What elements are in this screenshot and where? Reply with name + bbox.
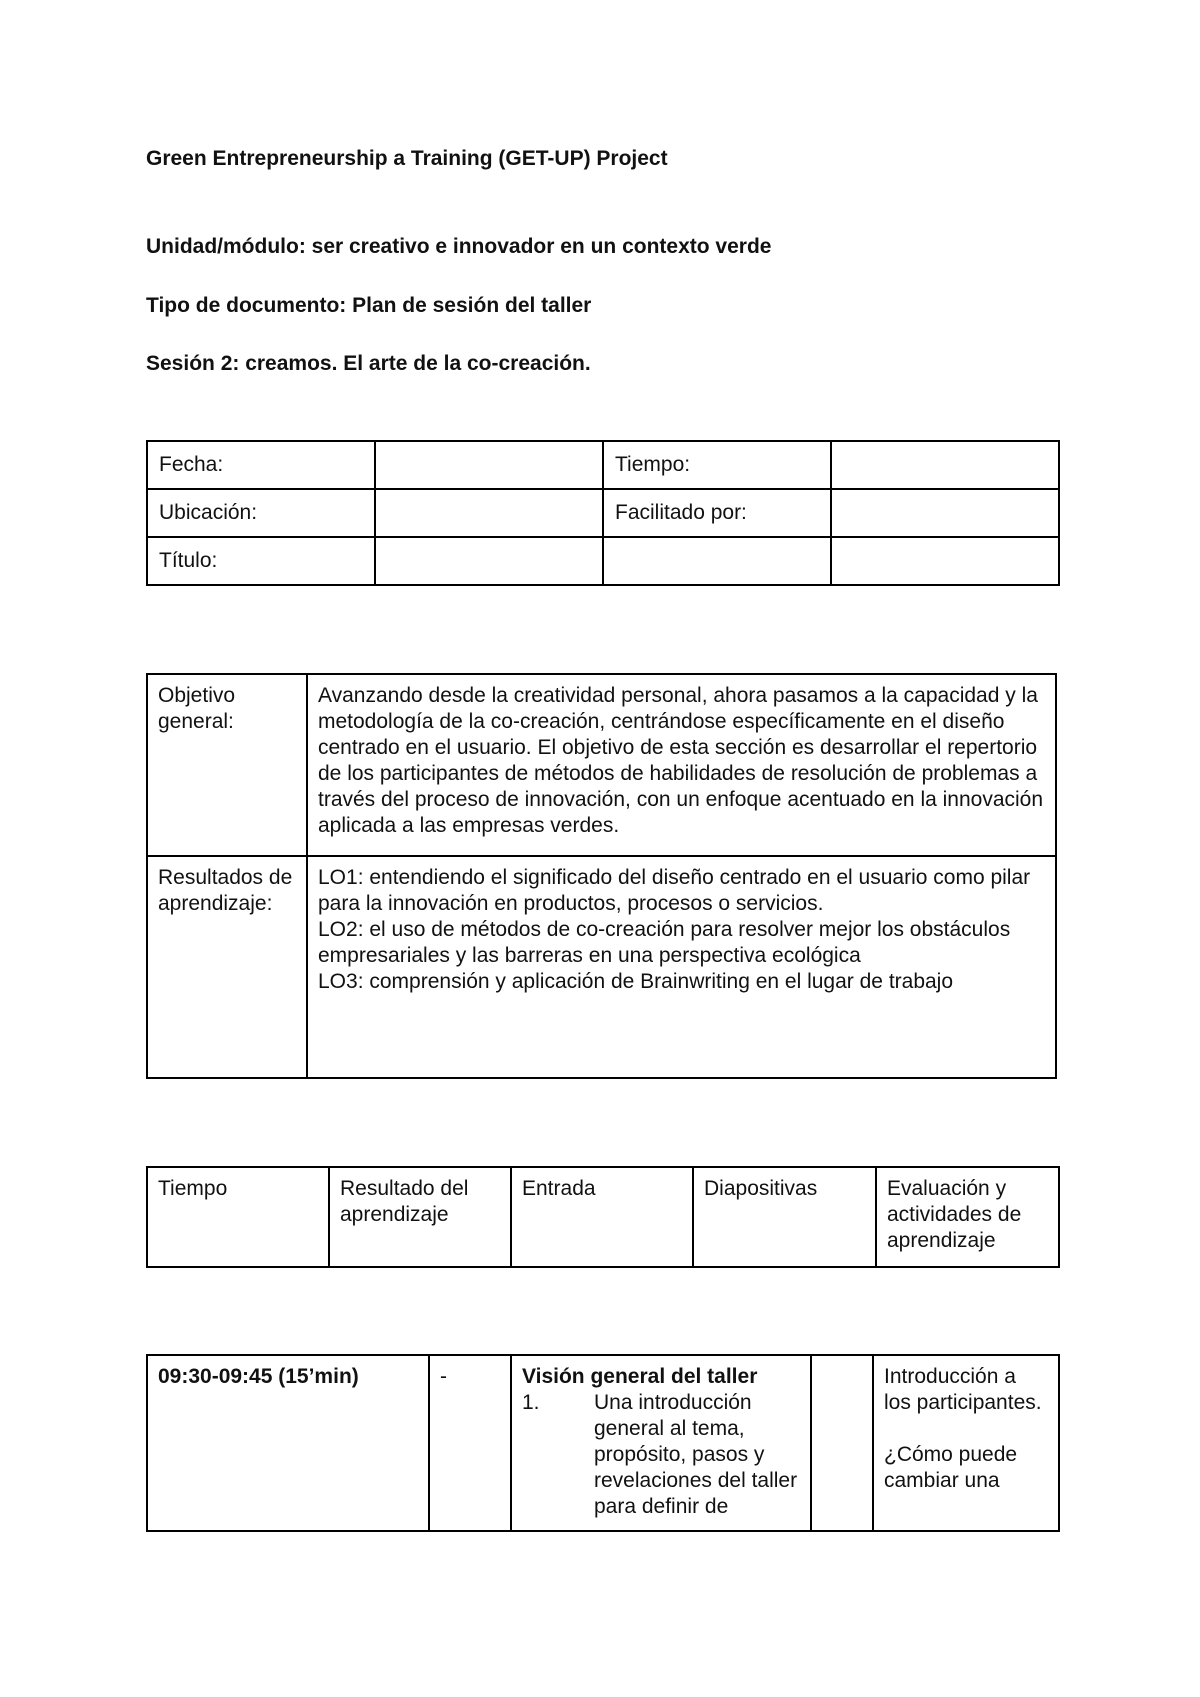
row-entrada xyxy=(511,1355,811,1531)
workshop-overview-title: Visión general del taller xyxy=(522,1365,758,1388)
step-text: Una introducción general al tema, propósito, pasos y revelaciones del taller para definir de xyxy=(594,1391,798,1518)
learning-results-label: Resultados de aprendizaje: xyxy=(147,856,307,1078)
general-objective-text: Avanzando desde la creatividad personal, ahora pasamos a la capacidad y la metodología de la co-creación, centrándose específicamente en el diseño centrado en el usuario. El objetivo de esta sección es desarrollar el repertorio de los participantes de métodos de habilidades de resolución de problemas a través del proceso de innovación, con un enfoque acentuado en la innovación aplicada a las empresas verdes. xyxy=(307,674,1056,856)
schedule-table xyxy=(146,1354,1060,1532)
schedule-header-table xyxy=(146,1166,1060,1268)
general-objective-label: Objetivo general: xyxy=(147,674,307,856)
learning-results-cell xyxy=(307,856,1056,1078)
facilitado-label: Facilitado por: xyxy=(603,489,831,537)
evaluation-text-1: Introducción a los participantes. xyxy=(884,1365,1042,1414)
session-info-table xyxy=(146,440,1060,586)
col-entrada: Entrada xyxy=(511,1167,693,1267)
col-evaluacion: Evaluación y actividades de aprendizaje xyxy=(876,1167,1059,1267)
evaluation-text-2: ¿Cómo puede cambiar una xyxy=(884,1443,1018,1492)
project-title: Green Entrepreneurship a Training (GET-UP) Project xyxy=(146,147,668,170)
facilitado-value xyxy=(831,489,1059,537)
step-number: 1. xyxy=(522,1391,540,1414)
titulo-label: Título: xyxy=(147,537,375,585)
ubicacion-label: Ubicación: xyxy=(147,489,375,537)
tiempo-value xyxy=(831,441,1059,489)
row-evaluacion xyxy=(873,1355,1059,1531)
unit-heading: Unidad/módulo: ser creativo e innovador en un contexto verde xyxy=(146,235,772,258)
lo2-text: LO2: el uso de métodos de co-creación para resolver mejor los obstáculos empresariales y las barreras en una perspectiva ecológica xyxy=(318,918,1011,967)
empty-cell xyxy=(831,537,1059,585)
row-diapositivas xyxy=(811,1355,873,1531)
fecha-label: Fecha: xyxy=(147,441,375,489)
session-heading: Sesión 2: creamos. El arte de la co-creación. xyxy=(146,352,591,375)
fecha-value xyxy=(375,441,603,489)
objectives-table xyxy=(146,673,1057,1079)
empty-cell xyxy=(603,537,831,585)
col-resultado: Resultado del aprendizaje xyxy=(329,1167,511,1267)
titulo-value xyxy=(375,537,603,585)
col-diapositivas: Diapositivas xyxy=(693,1167,876,1267)
tiempo-label: Tiempo: xyxy=(603,441,831,489)
col-tiempo: Tiempo xyxy=(147,1167,329,1267)
lo1-text: LO1: entendiendo el significado del diseño centrado en el usuario como pilar para la innovación en productos, procesos o servicios. xyxy=(318,866,1031,915)
ubicacion-value xyxy=(375,489,603,537)
document-type-heading: Tipo de documento: Plan de sesión del taller xyxy=(146,294,592,317)
row-time: 09:30-09:45 (15’min) xyxy=(147,1355,429,1531)
lo3-text: LO3: comprensión y aplicación de Brainwriting en el lugar de trabajo xyxy=(318,970,954,993)
list-item xyxy=(522,1390,800,1520)
row-result: - xyxy=(429,1355,511,1531)
